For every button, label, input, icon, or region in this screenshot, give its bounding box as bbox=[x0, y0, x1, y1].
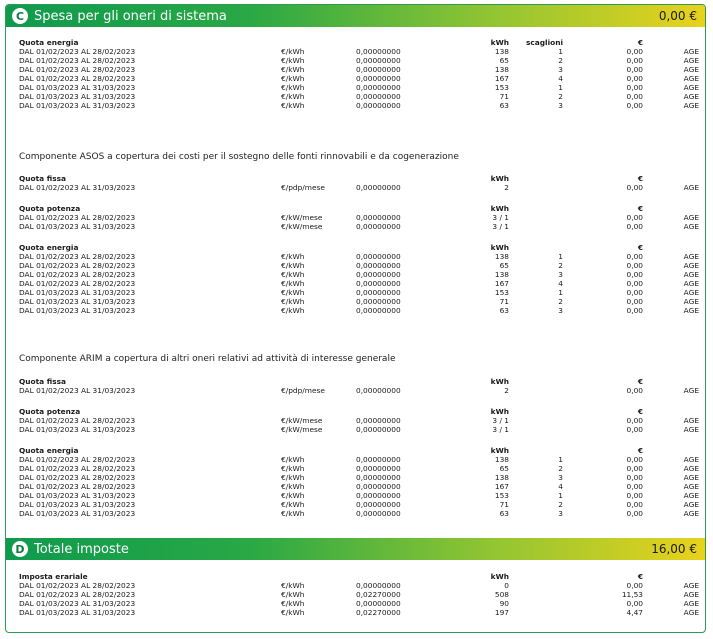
table-row bbox=[19, 65, 697, 74]
table-row bbox=[19, 101, 697, 110]
unit-label: €/kWh bbox=[281, 288, 305, 297]
group-header bbox=[19, 243, 697, 252]
code-label: AGE bbox=[683, 213, 699, 222]
quantity-value: 3 / 1 bbox=[492, 416, 509, 425]
euro-value: 0,00 bbox=[626, 464, 643, 473]
unit-price: 0,00000000 bbox=[356, 509, 401, 518]
code-label: AGE bbox=[683, 183, 699, 192]
unit-price: 0,00000000 bbox=[356, 252, 401, 261]
unit-label: €/pdp/mese bbox=[281, 183, 325, 192]
euro-value: 0,00 bbox=[626, 297, 643, 306]
unit-price: 0,00000000 bbox=[356, 581, 401, 590]
scaglione-value: 2 bbox=[558, 464, 563, 473]
quantity-value: 138 bbox=[494, 65, 509, 74]
section-c-title: Spesa per gli oneri di sistema bbox=[34, 8, 227, 24]
header-scaglioni: scaglioni bbox=[526, 38, 563, 47]
quantity-value: 65 bbox=[499, 261, 509, 270]
scaglione-value: 2 bbox=[558, 261, 563, 270]
table-row bbox=[19, 482, 697, 491]
scaglione-value: 1 bbox=[558, 47, 563, 56]
header-euro: € bbox=[637, 572, 643, 581]
unit-price: 0,00000000 bbox=[356, 464, 401, 473]
table-row bbox=[19, 491, 697, 500]
quantity-value: 138 bbox=[494, 270, 509, 279]
group-header bbox=[19, 407, 697, 416]
group-label: Quota potenza bbox=[19, 204, 81, 213]
quantity-value: 3 / 1 bbox=[492, 222, 509, 231]
period-label: DAL 01/02/2023 AL 28/02/2023 bbox=[19, 213, 136, 222]
section-d-badge: D bbox=[12, 541, 28, 557]
table-row bbox=[19, 213, 697, 222]
period-label: DAL 01/03/2023 AL 31/03/2023 bbox=[19, 425, 136, 434]
section-c-badge: C bbox=[12, 8, 28, 24]
quantity-value: 71 bbox=[499, 297, 509, 306]
scaglione-value: 3 bbox=[558, 101, 563, 110]
table-row bbox=[19, 83, 697, 92]
quantity-value: 167 bbox=[494, 279, 509, 288]
scaglione-value: 1 bbox=[558, 455, 563, 464]
scaglione-value: 4 bbox=[558, 74, 563, 83]
scaglione-value: 2 bbox=[558, 92, 563, 101]
period-label: DAL 01/02/2023 AL 28/02/2023 bbox=[19, 473, 136, 482]
table-row bbox=[19, 261, 697, 270]
quantity-value: 63 bbox=[499, 306, 509, 315]
period-label: DAL 01/02/2023 AL 31/03/2023 bbox=[19, 386, 136, 395]
unit-label: €/kWh bbox=[281, 464, 305, 473]
unit-label: €/kWh bbox=[281, 101, 305, 110]
code-label: AGE bbox=[683, 47, 699, 56]
quantity-value: 0 bbox=[504, 581, 509, 590]
period-label: DAL 01/02/2023 AL 28/02/2023 bbox=[19, 47, 136, 56]
quantity-value: 138 bbox=[494, 473, 509, 482]
unit-label: €/kWh bbox=[281, 590, 305, 599]
euro-value: 0,00 bbox=[626, 213, 643, 222]
period-label: DAL 01/02/2023 AL 28/02/2023 bbox=[19, 464, 136, 473]
scaglione-value: 2 bbox=[558, 297, 563, 306]
period-label: DAL 01/02/2023 AL 28/02/2023 bbox=[19, 581, 136, 590]
unit-price: 0,00000000 bbox=[356, 213, 401, 222]
header-euro: € bbox=[637, 377, 643, 386]
unit-label: €/kW/mese bbox=[281, 213, 323, 222]
section-c-amount: 0,00 € bbox=[658, 9, 697, 23]
euro-value: 0,00 bbox=[626, 581, 643, 590]
scaglione-value: 4 bbox=[558, 279, 563, 288]
code-label: AGE bbox=[683, 509, 699, 518]
header-euro: € bbox=[637, 174, 643, 183]
period-label: DAL 01/02/2023 AL 28/02/2023 bbox=[19, 252, 136, 261]
header-kwh: kWh bbox=[490, 174, 509, 183]
code-label: AGE bbox=[683, 491, 699, 500]
unit-price: 0,00000000 bbox=[356, 473, 401, 482]
period-label: DAL 01/03/2023 AL 31/03/2023 bbox=[19, 491, 136, 500]
quantity-value: 65 bbox=[499, 56, 509, 65]
euro-value: 0,00 bbox=[626, 56, 643, 65]
group-label: Quota energia bbox=[19, 446, 79, 455]
code-label: AGE bbox=[683, 74, 699, 83]
unit-price: 0,00000000 bbox=[356, 56, 401, 65]
table-row bbox=[19, 252, 697, 261]
euro-value: 0,00 bbox=[626, 101, 643, 110]
euro-value: 0,00 bbox=[626, 74, 643, 83]
header-euro: € bbox=[637, 446, 643, 455]
code-label: AGE bbox=[683, 416, 699, 425]
unit-label: €/kWh bbox=[281, 306, 305, 315]
scaglione-value: 1 bbox=[558, 491, 563, 500]
unit-label: €/pdp/mese bbox=[281, 386, 325, 395]
d-imposta-erariale-group bbox=[19, 572, 697, 617]
group-header bbox=[19, 572, 697, 581]
section-d-amount: 16,00 € bbox=[651, 542, 697, 556]
table-row bbox=[19, 306, 697, 315]
code-label: AGE bbox=[683, 482, 699, 491]
euro-value: 0,00 bbox=[626, 279, 643, 288]
code-label: AGE bbox=[683, 297, 699, 306]
scaglione-value: 3 bbox=[558, 509, 563, 518]
unit-price: 0,00000000 bbox=[356, 599, 401, 608]
unit-price: 0,02270000 bbox=[356, 608, 401, 617]
arim-quota-fissa-group bbox=[19, 377, 697, 395]
table-row bbox=[19, 297, 697, 306]
code-label: AGE bbox=[683, 101, 699, 110]
table-row bbox=[19, 455, 697, 464]
quantity-value: 3 / 1 bbox=[492, 213, 509, 222]
scaglione-value: 2 bbox=[558, 500, 563, 509]
quantity-value: 3 / 1 bbox=[492, 425, 509, 434]
quantity-value: 2 bbox=[504, 386, 509, 395]
euro-value: 0,00 bbox=[626, 599, 643, 608]
unit-price: 0,00000000 bbox=[356, 425, 401, 434]
quantity-value: 197 bbox=[494, 608, 509, 617]
table-row bbox=[19, 590, 697, 599]
unit-price: 0,00000000 bbox=[356, 83, 401, 92]
scaglione-value: 4 bbox=[558, 482, 563, 491]
scaglione-value: 2 bbox=[558, 56, 563, 65]
unit-label: €/kWh bbox=[281, 500, 305, 509]
table-row bbox=[19, 599, 697, 608]
unit-label: €/kWh bbox=[281, 509, 305, 518]
table-row bbox=[19, 509, 697, 518]
unit-price: 0,00000000 bbox=[356, 500, 401, 509]
table-row bbox=[19, 279, 697, 288]
unit-price: 0,00000000 bbox=[356, 65, 401, 74]
scaglione-value: 1 bbox=[558, 252, 563, 261]
euro-value: 0,00 bbox=[626, 491, 643, 500]
scaglione-value: 3 bbox=[558, 65, 563, 74]
euro-value: 0,00 bbox=[626, 261, 643, 270]
quantity-value: 63 bbox=[499, 101, 509, 110]
euro-value: 0,00 bbox=[626, 455, 643, 464]
euro-value: 0,00 bbox=[626, 222, 643, 231]
unit-price: 0,00000000 bbox=[356, 288, 401, 297]
period-label: DAL 01/02/2023 AL 28/02/2023 bbox=[19, 270, 136, 279]
group-label: Quota energia bbox=[19, 38, 79, 47]
unit-price: 0,00000000 bbox=[356, 183, 401, 192]
euro-value: 0,00 bbox=[626, 509, 643, 518]
c-quota-energia-group bbox=[19, 38, 697, 110]
unit-label: €/kWh bbox=[281, 252, 305, 261]
asos-quota-energia-group bbox=[19, 243, 697, 315]
period-label: DAL 01/03/2023 AL 31/03/2023 bbox=[19, 297, 136, 306]
unit-label: €/kW/mese bbox=[281, 222, 323, 231]
unit-price: 0,00000000 bbox=[356, 222, 401, 231]
table-row bbox=[19, 608, 697, 617]
unit-price: 0,00000000 bbox=[356, 491, 401, 500]
header-kwh: kWh bbox=[490, 204, 509, 213]
unit-label: €/kWh bbox=[281, 83, 305, 92]
euro-value: 0,00 bbox=[626, 425, 643, 434]
euro-value: 0,00 bbox=[626, 65, 643, 74]
period-label: DAL 01/03/2023 AL 31/03/2023 bbox=[19, 509, 136, 518]
euro-value: 0,00 bbox=[626, 473, 643, 482]
unit-price: 0,00000000 bbox=[356, 92, 401, 101]
unit-label: €/kW/mese bbox=[281, 416, 323, 425]
unit-label: €/kWh bbox=[281, 608, 305, 617]
table-row bbox=[19, 386, 697, 395]
group-label: Imposta erariale bbox=[19, 572, 88, 581]
euro-value: 0,00 bbox=[626, 252, 643, 261]
period-label: DAL 01/02/2023 AL 28/02/2023 bbox=[19, 261, 136, 270]
unit-label: €/kWh bbox=[281, 47, 305, 56]
unit-label: €/kWh bbox=[281, 92, 305, 101]
code-label: AGE bbox=[683, 92, 699, 101]
section-d-header bbox=[6, 538, 705, 560]
code-label: AGE bbox=[683, 590, 699, 599]
quantity-value: 508 bbox=[494, 590, 509, 599]
table-row bbox=[19, 183, 697, 192]
scaglione-value: 3 bbox=[558, 473, 563, 482]
table-row bbox=[19, 56, 697, 65]
period-label: DAL 01/03/2023 AL 31/03/2023 bbox=[19, 92, 136, 101]
quantity-value: 153 bbox=[494, 83, 509, 92]
code-label: AGE bbox=[683, 261, 699, 270]
unit-label: €/kW/mese bbox=[281, 425, 323, 434]
table-row bbox=[19, 581, 697, 590]
euro-value: 0,00 bbox=[626, 183, 643, 192]
period-label: DAL 01/03/2023 AL 31/03/2023 bbox=[19, 306, 136, 315]
quantity-value: 138 bbox=[494, 47, 509, 56]
euro-value: 0,00 bbox=[626, 270, 643, 279]
unit-label: €/kWh bbox=[281, 599, 305, 608]
quantity-value: 2 bbox=[504, 183, 509, 192]
scaglione-value: 3 bbox=[558, 306, 563, 315]
code-label: AGE bbox=[683, 425, 699, 434]
header-kwh: kWh bbox=[490, 243, 509, 252]
code-label: AGE bbox=[683, 464, 699, 473]
code-label: AGE bbox=[683, 288, 699, 297]
quantity-value: 138 bbox=[494, 455, 509, 464]
quantity-value: 71 bbox=[499, 500, 509, 509]
arim-quota-energia-group bbox=[19, 446, 697, 518]
header-euro: € bbox=[637, 204, 643, 213]
table-row bbox=[19, 464, 697, 473]
code-label: AGE bbox=[683, 65, 699, 74]
unit-label: €/kWh bbox=[281, 65, 305, 74]
header-kwh: kWh bbox=[490, 38, 509, 47]
asos-section-title: Componente ASOS a copertura dei costi per il sostegno delle fonti rinnovabili e da cogenerazione bbox=[19, 152, 459, 162]
bill-detail-panel bbox=[5, 4, 706, 633]
scaglione-value: 1 bbox=[558, 83, 563, 92]
table-row bbox=[19, 92, 697, 101]
asos-quota-potenza-group bbox=[19, 204, 697, 231]
table-row bbox=[19, 47, 697, 56]
euro-value: 0,00 bbox=[626, 92, 643, 101]
period-label: DAL 01/03/2023 AL 31/03/2023 bbox=[19, 500, 136, 509]
table-row bbox=[19, 416, 697, 425]
unit-price: 0,00000000 bbox=[356, 306, 401, 315]
quantity-value: 65 bbox=[499, 464, 509, 473]
code-label: AGE bbox=[683, 83, 699, 92]
arim-section-title: Componente ARIM a copertura di altri oneri relativi ad attività di interesse generale bbox=[19, 354, 396, 364]
unit-price: 0,00000000 bbox=[356, 297, 401, 306]
period-label: DAL 01/03/2023 AL 31/03/2023 bbox=[19, 83, 136, 92]
unit-label: €/kWh bbox=[281, 581, 305, 590]
euro-value: 0,00 bbox=[626, 416, 643, 425]
scaglione-value: 1 bbox=[558, 288, 563, 297]
scaglione-value: 3 bbox=[558, 270, 563, 279]
section-d-title: Totale imposte bbox=[34, 541, 129, 557]
period-label: DAL 01/03/2023 AL 31/03/2023 bbox=[19, 101, 136, 110]
header-euro: € bbox=[637, 243, 643, 252]
quantity-value: 167 bbox=[494, 74, 509, 83]
unit-label: €/kWh bbox=[281, 279, 305, 288]
unit-label: €/kWh bbox=[281, 455, 305, 464]
group-header bbox=[19, 38, 697, 47]
code-label: AGE bbox=[683, 252, 699, 261]
period-label: DAL 01/02/2023 AL 31/03/2023 bbox=[19, 183, 136, 192]
unit-label: €/kWh bbox=[281, 482, 305, 491]
code-label: AGE bbox=[683, 581, 699, 590]
code-label: AGE bbox=[683, 306, 699, 315]
header-kwh: kWh bbox=[490, 572, 509, 581]
unit-price: 0,00000000 bbox=[356, 279, 401, 288]
period-label: DAL 01/02/2023 AL 28/02/2023 bbox=[19, 65, 136, 74]
quantity-value: 138 bbox=[494, 252, 509, 261]
section-c-header bbox=[6, 5, 705, 27]
table-row bbox=[19, 473, 697, 482]
quantity-value: 153 bbox=[494, 288, 509, 297]
unit-price: 0,00000000 bbox=[356, 386, 401, 395]
period-label: DAL 01/03/2023 AL 31/03/2023 bbox=[19, 222, 136, 231]
group-header bbox=[19, 204, 697, 213]
code-label: AGE bbox=[683, 270, 699, 279]
unit-label: €/kWh bbox=[281, 56, 305, 65]
header-euro: € bbox=[637, 407, 643, 416]
unit-label: €/kWh bbox=[281, 270, 305, 279]
table-row bbox=[19, 222, 697, 231]
unit-label: €/kWh bbox=[281, 74, 305, 83]
unit-price: 0,02270000 bbox=[356, 590, 401, 599]
period-label: DAL 01/02/2023 AL 28/02/2023 bbox=[19, 455, 136, 464]
table-row bbox=[19, 288, 697, 297]
code-label: AGE bbox=[683, 500, 699, 509]
group-header bbox=[19, 446, 697, 455]
unit-price: 0,00000000 bbox=[356, 74, 401, 83]
period-label: DAL 01/03/2023 AL 31/03/2023 bbox=[19, 599, 136, 608]
unit-price: 0,00000000 bbox=[356, 261, 401, 270]
quantity-value: 63 bbox=[499, 509, 509, 518]
unit-price: 0,00000000 bbox=[356, 47, 401, 56]
quantity-value: 90 bbox=[499, 599, 509, 608]
period-label: DAL 01/02/2023 AL 28/02/2023 bbox=[19, 482, 136, 491]
quantity-value: 71 bbox=[499, 92, 509, 101]
period-label: DAL 01/02/2023 AL 28/02/2023 bbox=[19, 56, 136, 65]
unit-price: 0,00000000 bbox=[356, 101, 401, 110]
unit-label: €/kWh bbox=[281, 297, 305, 306]
period-label: DAL 01/02/2023 AL 28/02/2023 bbox=[19, 416, 136, 425]
unit-price: 0,00000000 bbox=[356, 270, 401, 279]
euro-value: 0,00 bbox=[626, 83, 643, 92]
arim-quota-potenza-group bbox=[19, 407, 697, 434]
group-label: Quota energia bbox=[19, 243, 79, 252]
euro-value: 0,00 bbox=[626, 47, 643, 56]
code-label: AGE bbox=[683, 599, 699, 608]
unit-label: €/kWh bbox=[281, 473, 305, 482]
code-label: AGE bbox=[683, 455, 699, 464]
header-euro: € bbox=[637, 38, 643, 47]
group-label: Quota potenza bbox=[19, 407, 81, 416]
code-label: AGE bbox=[683, 56, 699, 65]
euro-value: 0,00 bbox=[626, 500, 643, 509]
code-label: AGE bbox=[683, 279, 699, 288]
table-row bbox=[19, 74, 697, 83]
table-row bbox=[19, 270, 697, 279]
code-label: AGE bbox=[683, 608, 699, 617]
group-label: Quota fissa bbox=[19, 174, 66, 183]
unit-label: €/kWh bbox=[281, 261, 305, 270]
header-kwh: kWh bbox=[490, 377, 509, 386]
euro-value: 0,00 bbox=[626, 288, 643, 297]
unit-price: 0,00000000 bbox=[356, 455, 401, 464]
quantity-value: 153 bbox=[494, 491, 509, 500]
asos-quota-fissa-group bbox=[19, 174, 697, 192]
unit-label: €/kWh bbox=[281, 491, 305, 500]
header-kwh: kWh bbox=[490, 446, 509, 455]
header-kwh: kWh bbox=[490, 407, 509, 416]
unit-price: 0,00000000 bbox=[356, 416, 401, 425]
euro-value: 0,00 bbox=[626, 306, 643, 315]
table-row bbox=[19, 425, 697, 434]
euro-value: 0,00 bbox=[626, 386, 643, 395]
group-header bbox=[19, 174, 697, 183]
period-label: DAL 01/03/2023 AL 31/03/2023 bbox=[19, 608, 136, 617]
period-label: DAL 01/02/2023 AL 28/02/2023 bbox=[19, 590, 136, 599]
period-label: DAL 01/02/2023 AL 28/02/2023 bbox=[19, 74, 136, 83]
euro-value: 11,53 bbox=[621, 590, 643, 599]
group-label: Quota fissa bbox=[19, 377, 66, 386]
euro-value: 4,47 bbox=[626, 608, 643, 617]
euro-value: 0,00 bbox=[626, 482, 643, 491]
period-label: DAL 01/03/2023 AL 31/03/2023 bbox=[19, 288, 136, 297]
code-label: AGE bbox=[683, 386, 699, 395]
group-header bbox=[19, 377, 697, 386]
table-row bbox=[19, 500, 697, 509]
period-label: DAL 01/02/2023 AL 28/02/2023 bbox=[19, 279, 136, 288]
unit-price: 0,00000000 bbox=[356, 482, 401, 491]
quantity-value: 167 bbox=[494, 482, 509, 491]
code-label: AGE bbox=[683, 473, 699, 482]
code-label: AGE bbox=[683, 222, 699, 231]
